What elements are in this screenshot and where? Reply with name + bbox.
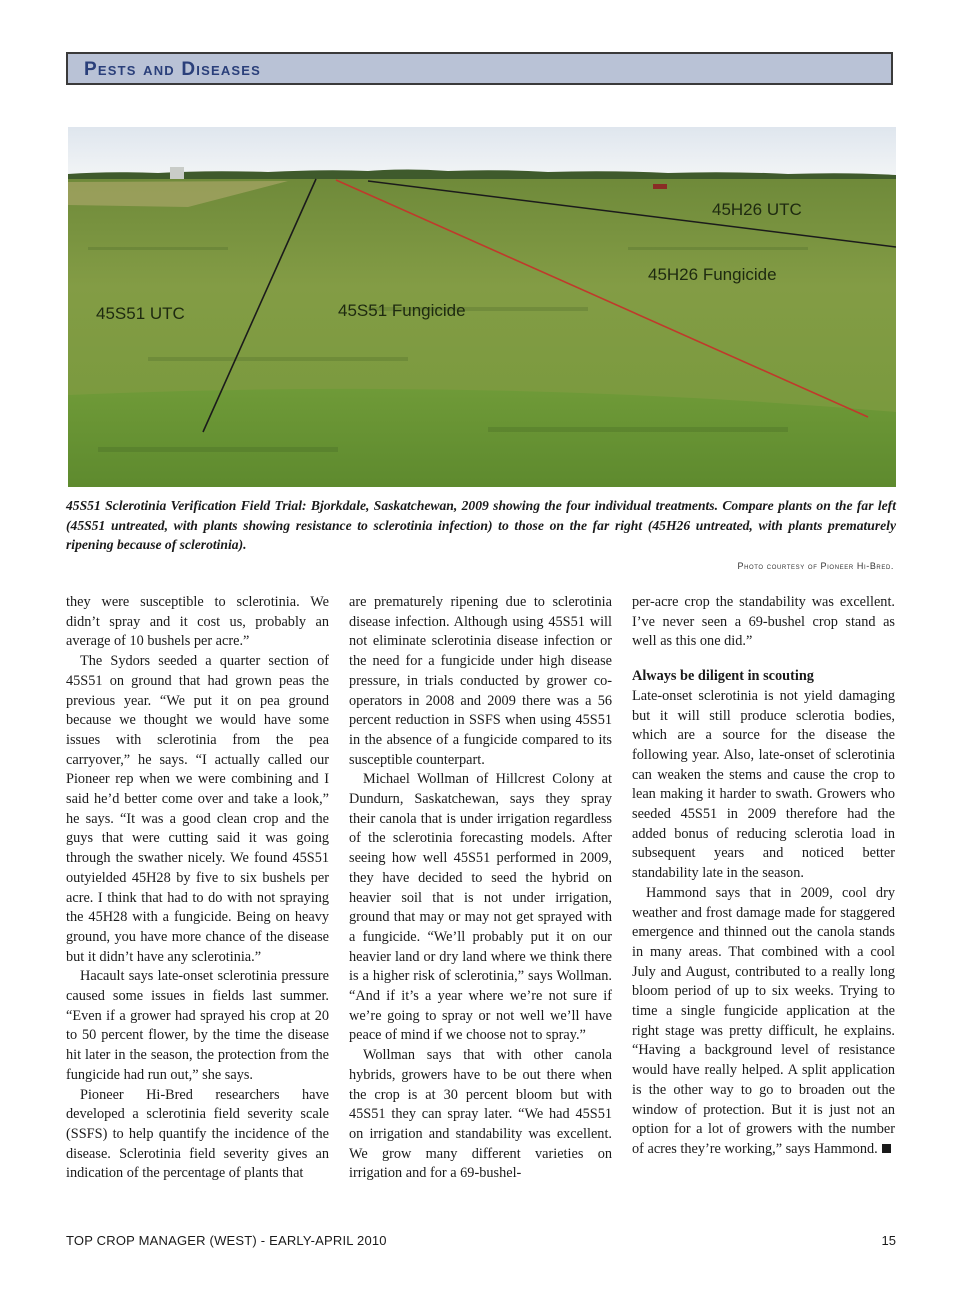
photo-credit: Photo courtesy of Pioneer Hi-Bred. <box>737 561 894 571</box>
paragraph: are prematurely ripening due to sclerotinia disease infection. Although using 45S51 will not eliminate sclerotinia disease infection or the need for a fungicide under high disease pressure, in trials conducted by grower co-operators in 2008 and 2009 there was a 56 percent reduction in SSFS when using 45S51 in the absence of a fungicide compared to its susceptible counterpart. <box>349 594 612 768</box>
publication-name: TOP CROP MANAGER (WEST) - EARLY-APRIL 2010 <box>66 1233 387 1248</box>
field-photo-illustration <box>68 127 896 487</box>
paragraph: Pioneer Hi-Bred researchers have developed a sclerotinia field severity scale (SSFS) to help quantify the incidence of the disease. Sclerotinia field severity gives an indication of the percentage of plants that <box>66 1086 329 1182</box>
paragraph: per-acre crop the standability was excellent. I’ve never seen a 69-bushel crop stand as well as this one did.” <box>632 594 895 650</box>
column-3 <box>632 593 895 1160</box>
end-of-article-icon <box>882 1144 891 1153</box>
page-number: 15 <box>881 1233 896 1248</box>
page-footer <box>66 1233 896 1253</box>
grain-bins <box>170 167 184 179</box>
column-1 <box>66 593 329 1184</box>
foreground-crop <box>68 389 896 487</box>
label-45h26-fungicide: 45H26 Fungicide <box>648 265 777 284</box>
field-trial-photo <box>68 127 896 487</box>
paragraph: Hacault says late-onset sclerotinia pressure caused some issues in fields last summer. “Even if a grower had sprayed his crop at 20 to 50 percent flower, by the time the disease hit later in the season, the protection from the fungicide had run out,” she says. <box>66 968 329 1083</box>
paragraph-text: Hammond says that in 2009, cool dry weather and frost damage made for staggered emergence and thinned out the canola stands in many areas. That combined with a cool July and August, contributed to a really long bloom period of up to six weeks. Trying to time a single fungicide application at the right stage was pretty difficult, he explains. “Having a background level of resistance would have really helped. A split application is the other way to go to broaden out the window of protection. But it is just not an option for a lot of growers with the number of acres they’re working,” says Hammond. <box>632 884 895 1157</box>
paragraph: they were susceptible to sclerotinia. We didn’t spray and it cost us, probably an average of 10 bushels per acre.” <box>66 594 329 650</box>
photo-caption: 45S51 Sclerotinia Verification Field Trial: Bjorkdale, Saskatchewan, 2009 showing the four individual treatments. Compare plants on the far left (45S51 untreated, with plants showing resistance to sclerotinia infection) to those on the far right (45H26 untreated, with plants prematurely ripening because of sclerotinia). <box>66 498 896 552</box>
paragraph: The Sydors seeded a quarter section of 45S51 on ground that had grown peas the previous year. “We put it on pea ground because we thought we would have some issues with sclerotinia from the pea carryover,” he says. “I actually called our Pioneer rep when we were combining and I said he’d better come over and take a look,” he says. “It was a good clean crop and the guys that were cutting said it was going through the swather nicely. We found 45S51 outyielded 45H28 by five to six bushels per acre. I think that had to do with not spraying the 45H28 with a fungicide. Being on heavy ground, you have more chance of the disease but it didn’t have any sclerotinia.” <box>66 653 329 965</box>
tractor <box>653 184 667 189</box>
paragraph: Late-onset sclerotinia is not yield damaging but it will still produce sclerotia bodies, which are a source for the disease the following year. Also, late-onset of sclerotinia can weaken the stems and cause the crop to lean making it harder to swath. Growers who seeded 45S51 in 2009 therefore had the added bonus of reducing sclerotia load in subsequent years and noticed better standability late in the season. <box>632 687 895 882</box>
subheading: Always be diligent in scouting <box>632 668 814 685</box>
label-45s51-fungicide: 45S51 Fungicide <box>338 301 466 320</box>
label-45s51-utc: 45S51 UTC <box>96 304 185 323</box>
section-title: Pests and Diseases <box>84 59 262 80</box>
section-header <box>66 52 893 85</box>
label-45h26-utc: 45H26 UTC <box>712 200 802 219</box>
paragraph <box>632 884 895 1160</box>
column-2 <box>349 593 612 1184</box>
paragraph: Wollman says that with other canola hybrids, growers have to be out there when the crop is at 30 percent bloom but with 45S51 they can spray later. “We had 45S51 on irrigation and standability was excellent. We grow many different varieties on irrigation and for a 69-bushel- <box>349 1047 612 1182</box>
paragraph: Michael Wollman of Hillcrest Colony at Dundurn, Saskatchewan, says they spray their canola that is under irrigation regardless of the sclerotinia forecasting models. After seeing how well 45S51 performed in 2009, they have decided to seed the hybrid on heavier soil that is not under irrigation, ground that may or may not get sprayed with a fungicide. “We’ll probably put it on our heavier land or dry land where we think there is a higher risk of sclerotinia,” says Wollman. “And if it’s a year where we’re not sure if we’re going to spray or not well we’ll have peace of mind if we choose not to spray.” <box>349 771 612 1044</box>
